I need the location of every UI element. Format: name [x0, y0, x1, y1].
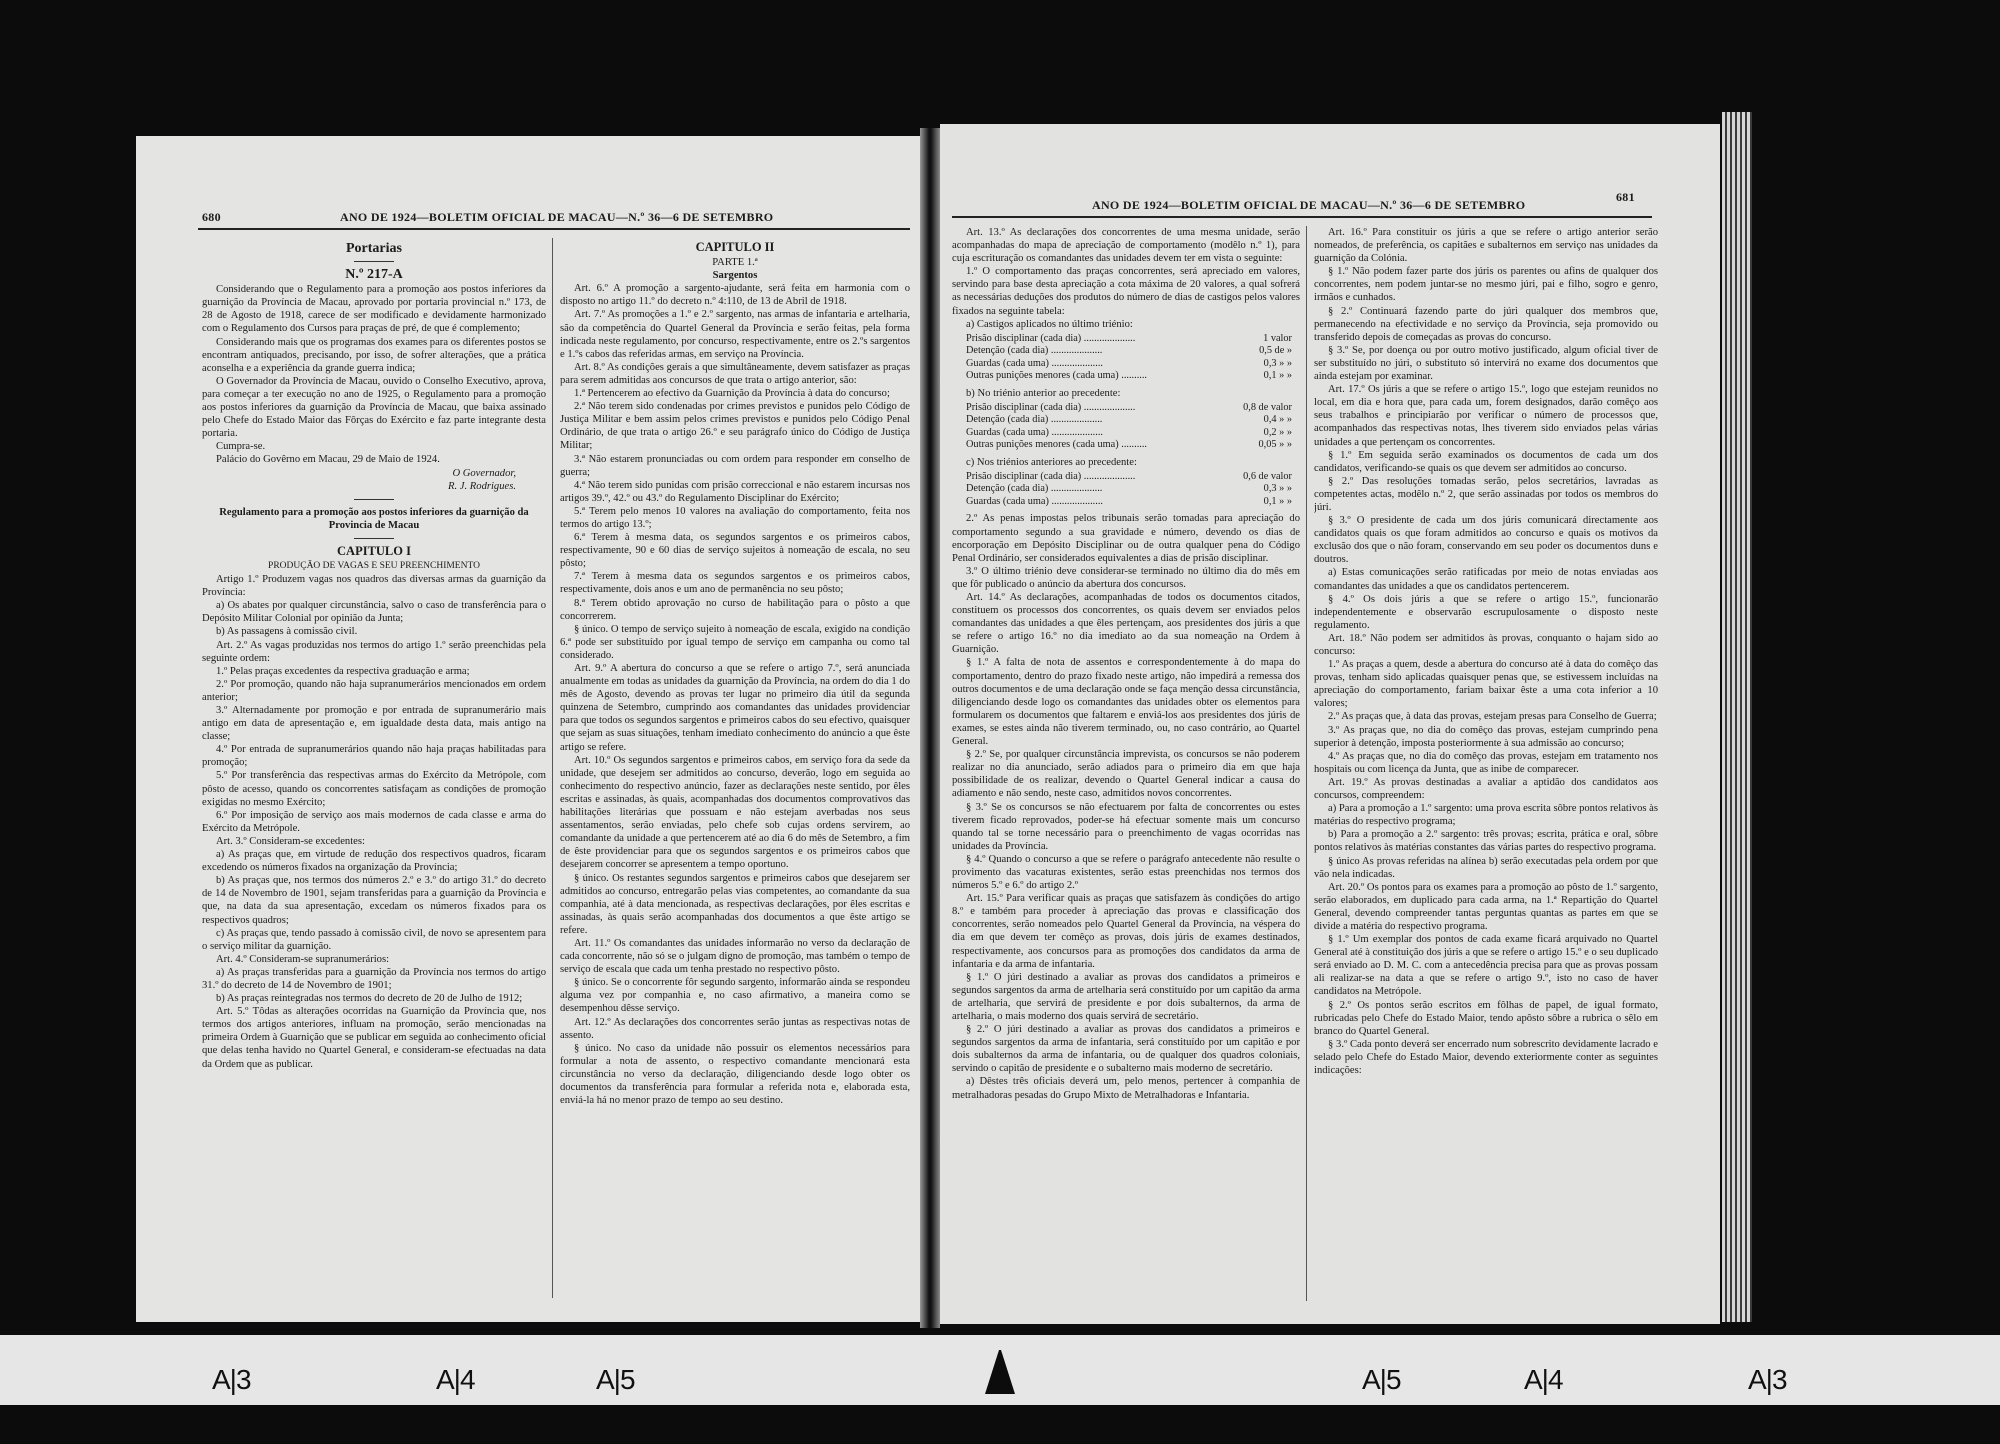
signature-name: R. J. Rodrigues.	[448, 480, 516, 492]
table-label: Detenção (cada dia) ....................	[966, 483, 1103, 495]
paragraph: Art. 7.º As promoções a 1.º e 2.º sargento, nas armas de infantaria e artelharia, são da competência do Quartel General da Província e serão feitas, pela forma indicada neste regulamento, por concurso, respectivamente, entre os 2.ºs sargentos e 1.ºs cabos das referidas armas, em serviço na Província.	[560, 309, 910, 360]
right-page	[940, 124, 1720, 1324]
table-row	[966, 345, 1300, 358]
paragraph: 8.ª Terem obtido aprovação no curso de habilitação para o pôsto a que concorrerem.	[560, 597, 910, 622]
page-edges	[1722, 112, 1752, 1322]
paragraph: 2.º As praças que, à data das provas, estejam presas para Conselho de Guerra;	[1328, 711, 1657, 723]
paragraph: Considerando mais que os programas dos exames para os diferentes postos se encontram antiquados, precisando, por isso, de sofrer alterações, que a prática aconselha e a experiência da grande guerra indica;	[202, 336, 546, 374]
paragraph: 4.ª Não terem sido punidas com prisão correccional e não estarem incursas nos artigos 39.º, 42.º ou 43.º do Regulamento Disciplinar do Exército;	[560, 479, 910, 504]
table-row	[966, 483, 1300, 496]
left-column-1	[202, 238, 546, 1308]
paragraph: § 2.º O júri destinado a avaliar as provas dos candidatos a primeiros e segundos sargentos da arma de infantaria, será constituído por um capitão e por dois subalternos da arma de infantaria, ou de qualquer dos quadros coloniais, servindo o capitão de presidente e o subalterno mais moderno de secretário.	[952, 1024, 1300, 1075]
left-page-number: 680	[202, 210, 221, 224]
table-label: Prisão disciplinar (cada dia) ....................	[966, 470, 1136, 482]
article: b) As passagens à comissão civil.	[216, 626, 358, 638]
table-label: Prisão disciplinar (cada dia) ....................	[966, 332, 1136, 344]
paragraph: a) Para a promoção a 1.º sargento: uma prova escrita sôbre pontos relativos às matérias do respectivo programa;	[1314, 803, 1658, 828]
penalty-table-a	[966, 333, 1300, 383]
article: Art. 5.º Tôdas as alterações ocorridas na Guarnição da Província que, nos termos dos artigos anteriores, influam na promoção, serão mencionadas na primeira Ordem à Guarnição que se publicar em seguida ao conhecimento oficial que delas tenha havido no Quartel General, e consideram-se efectuadas na data da Ordem que as publicar.	[202, 1006, 546, 1070]
paragraph: 1.º As praças a quem, desde a abertura do concurso até à data do comêço das provas, tenham sido aplicadas quaisquer penas que, se estivessem incluídas na apreciação do comportamento, fariam baixar êste a uma cota inferior a 10 valores;	[1314, 659, 1658, 710]
paragraph: 6.ª Terem à mesma data, os segundos sargentos e os primeiros cabos, respectivamente, 90 e 60 dias de serviço sujeitos à nomeação de escala, no seu pôsto;	[560, 532, 910, 570]
table-value: 0,5 de »	[1259, 345, 1292, 357]
paragraph: Art. 13.º As declarações dos concorrentes de uma mesma unidade, serão acompanhadas do mapa de apreciação de comportamento (modêlo n.º 1), para cuja escrituração os comandantes das unidades devem ter em vista o seguinte:	[952, 227, 1300, 265]
paragraph: § 1.º Não podem fazer parte dos júris os parentes ou afins de qualquer dos concorrentes, nem podem juntar-se no mesmo júri, pai e filho, sogro e genro, irmãos e cunhados.	[1314, 266, 1658, 304]
paragraph: 2.ª Não terem sido condenadas por crimes previstos e punidos pelo Código de Justiça Militar e bem assim pelos crimes previstos e punidos pelo Código Penal Ordinário, de que trata o artigo 26.º e seu parágrafo único do Código de Justiça Militar;	[560, 401, 910, 452]
table-row	[966, 333, 1300, 346]
paragraph: O Governador da Província de Macau, ouvido o Conselho Executivo, aprova, para começar a ter execução no ano de 1925, o Regulamento para a promoção aos postos inferiores da guarnição da Província de Macau, que baixa assinado pelo Chefe do Estado Maior das Fôrças do Exército e faz parte integrante desta portaria.	[202, 375, 546, 440]
paragraph: § 3.º O presidente de cada um dos júris comunicará directamente aos candidatos quais os que foram admitidos ao concurso e quais os motivos da exclusão dos que o não foram, conservando em seu poder os documentos duns e doutros.	[1314, 515, 1658, 566]
film-marker: A|3	[212, 1364, 251, 1395]
paragraph: Art. 11.º Os comandantes das unidades informarão no verso da declaração de cada concorrente, não só se o julgam digno de promoção, mas também o tempo de serviço de escala que cada um tenha prestado no respectivo pôsto.	[560, 937, 910, 976]
table-row	[966, 439, 1300, 452]
paragraph: 1.ª Pertencerem ao efectivo da Guarnição da Província à data do concurso;	[574, 388, 890, 400]
paragraph: Art. 15.º Para verificar quais as praças que satisfazem às condições do artigo 8.º e também para proceder à apreciação das provas e classificação dos concorrentes, serão nomeados pelo Quartel General da Província, na véspera do dia em que devem ter comêço as provas, dois júris de exames destinados, respectivamente, aos concursos para as promoções dos candidatos da arma de infantaria e da arma de infantaria.	[952, 893, 1300, 970]
part-subtitle: Sargentos	[712, 270, 758, 282]
article: c) As praças que, tendo passado à comissão civil, de novo se apresentem para o serviço militar da guarnição.	[202, 927, 546, 952]
paragraph: Cumpra-se.	[216, 441, 266, 453]
regulation-title: Regulamento para a promoção aos postos inferiores da guarnição da Provincia de Macau	[219, 506, 529, 531]
table-row	[966, 427, 1300, 440]
article: b) As praças que, nos termos dos números 2.º e 3.º do artigo 31.º do decreto de 14 de Novembro de 1901, sejam transferidas para a guarnição da Província e que, na data da sua apresentação, excedam os números fixados para os respectivos quadros;	[202, 875, 546, 926]
article: 3.º Alternadamente por promoção e por entrada de supranumerário mais antigo em data de apresentação e, em igualdade desta data, mais antigo na classe;	[202, 705, 546, 743]
paragraph: § 1.º Um exemplar dos pontos de cada exame ficará arquivado no Quartel General até à constituição dos júris a que se refere o artigo 15.º e o seu duplicado será enviado ao D. M. C. com a antecedência precisa para que as provas possam ali realizar-se na data a que se refere o artigo 9.º, isto no caso de haver candidatos na Metrópole.	[1314, 934, 1658, 998]
table-value: 0,8 de valor	[1243, 401, 1292, 413]
left-page	[136, 136, 920, 1322]
paragraph: § 2.º Se, por qualquer circunstância imprevista, os concursos se não poderem realizar no dia anunciado, serão adiados para o primeiro dia em que haja possibilidade de os realizar, devendo o Quartel General indicar a causa do adiamento e não sendo, neste caso, admitidos novos concorrentes.	[952, 749, 1300, 800]
paragraph: Art. 6.º A promoção a sargento-ajudante, será feita em harmonia com o disposto no artigo 11.º do decreto n.º 4:110, de 13 de Abril de 1918.	[560, 283, 910, 308]
paragraph: Art. 20.º Os pontos para os exames para a promoção ao pôsto de 1.º sargento, serão elaborados, em duplicado para cada arma, na 1.ª Repartição do Quartel General, devendo compreender tantas perguntas quantas as partes em que se divide a matéria do respectivo programa.	[1314, 881, 1658, 932]
article: a) As praças que, em virtude de redução dos respectivos quadros, ficaram excedendo os números fixados na organização da Província;	[202, 849, 546, 874]
article: a) Os abates por qualquer circunstância, salvo o caso de transferência para o Depósito Militar Colonial por opinião da Junta;	[202, 600, 546, 625]
paragraph: § único. No caso da unidade não possuir os elementos necessários para formular a nota de assento, o respectivo comandante mencionará esta circunstância no verso da declaração, diligenciando desde logo obter os documentos da transferência para formular a referida nota e, elaborada esta, enviá-la há no menor prazo de tempo ao seu destino.	[560, 1042, 910, 1107]
table-value: 0,3 » »	[1263, 357, 1292, 369]
divider	[354, 261, 394, 262]
paragraph: Palácio do Govêrno em Macau, 29 de Maio de 1924.	[216, 454, 440, 466]
penalty-table-c	[966, 471, 1300, 509]
paragraph: Art. 10.º Os segundos sargentos e primeiros cabos, em serviço fora da sede da unidade, que desejem ser admitidos ao concurso, deverão, logo em seguida ao conhecimento do respectivo anúncio, fazer as declarações neste sentido, por êles escritas e assinadas, às quais, acompanhadas dos documentos comprovativos das habilitações literárias que possuam e não estejam averbadas nos seus assentamentos, serão enviadas, pelo chefe sob cujas ordens servirem, ao comandante da unidade a que pertencerem até ao dia 6 do mês de Setembro, a fim de êste providenciar para que os segundos sargentos e os primeiros cabos que desejarem concorrer se apresentem a tempo oportuno.	[560, 754, 910, 871]
left-column-2	[560, 238, 910, 1308]
article: Art. 2.º As vagas produzidas nos termos do artigo 1.º serão preenchidas pela seguinte ordem:	[202, 639, 546, 664]
paragraph: a) Estas comunicações serão ratificadas por meio de notas enviadas aos comandantes das unidades a que os candidatos pertencerem.	[1314, 567, 1658, 592]
table-label: Outras punições menores (cada uma) ..........	[966, 370, 1147, 382]
right-column-2	[1314, 226, 1658, 1306]
table-row	[966, 370, 1300, 383]
penalty-table-b	[966, 402, 1300, 452]
chapter-title: CAPITULO I	[337, 543, 411, 558]
film-marker: A|5	[1362, 1364, 1401, 1395]
left-page-header: ANO DE 1924—BOLETIM OFICIAL DE MACAU—N.º 36—6 DE SETEMBRO	[340, 210, 774, 224]
paragraph: Art. 18.º Não podem ser admitidos às provas, conquanto o hajam sido ao concurso:	[1314, 632, 1658, 657]
paragraph: § 2.º Os pontos serão escritos em fôlhas de papel, de igual formato, rubricadas pelo Chefe do Estado Maior, tendo apôsto sôbre a rubrica o sêlo em branco do Quartel General.	[1314, 999, 1658, 1037]
table-label: Guardas (cada uma) ....................	[966, 495, 1103, 507]
article: 2.º Por promoção, quando não haja supranumerários mencionados em ordem anterior;	[202, 678, 546, 703]
paragraph: 1.º O comportamento das praças concorrentes, será apreciado em valores, servindo para base desta apreciação a cota máxima de 20 valores, a qual sofrerá as necessárias deduções dos produtos do número de dias de castigos pelos valores fixados na seguinte tabela:	[952, 266, 1300, 317]
table-b-title: b) No triénio anterior ao precedente:	[966, 387, 1121, 399]
paragraph: Art. 8.º As condições gerais a que simultâneamente, devem satisfazer as praças para serem admitidas aos concursos de que trata o artigo anterior, são:	[560, 361, 910, 386]
paragraph: § 4.º Quando o concurso a que se refere o parágrafo antecedente não resulte o provimento das vacaturas existentes, serão estas preenchidas nos termos dos números 5.º e 6.º do artigo 2.º	[952, 853, 1300, 892]
book-gutter	[920, 128, 940, 1328]
table-value: 0,2 » »	[1263, 426, 1292, 438]
paragraph: § 4.º Os dois júris a que se refere o artigo 15.º, funcionarão independentemente e observarão escrupulosamente o disposto neste regulamento.	[1314, 593, 1658, 631]
right-page-header: ANO DE 1924—BOLETIM OFICIAL DE MACAU—N.º 36—6 DE SETEMBRO	[1092, 198, 1526, 212]
paragraph: Art. 14.º As declarações, acompanhadas de todos os documentos citados, constituem os processos dos concorrentes, os quais devem ser enviados pelos comandantes das unidades a que êles pertençam, aos presidentes dos júris a que se refere o artigo 16.º no dia imediato ao da sua nomeação na Ordem à Guarnição.	[952, 592, 1300, 656]
article: 5.º Por transferência das respectivas armas do Exército da Metrópole, com pôsto de acesso, quando os concorrentes satisfaçam as condições de promoção exigidas no mesmo Exército;	[202, 770, 546, 808]
paragraph: § 1.º Em seguida serão examinados os documentos de cada um dos candidatos, verificando-se quais os que devem ser admitidos ao concurso.	[1314, 449, 1658, 474]
article: 4.º Por entrada de supranumerários quando não haja praças habilitadas para promoção;	[202, 744, 546, 769]
paragraph: § 1.º A falta de nota de assentos e correspondentemente à do mapa do comportamento, dentro do prazo fixado neste artigo, não impedirá a remessa dos outros documentos e de uma declaração onde se faça menção dessa circunstância, diligenciando desde logo os comandantes das unidades obter os elementos para formularem os documentos que faltarem e enviá-los aos presidentes dos júris de exames, se estes ainda não tiverem terminado, ou, no caso contrário, ao Quartel General.	[952, 657, 1300, 748]
paragraph: b) Para a promoção a 2.º sargento: três provas; escrita, prática e oral, sôbre pontos relativos às matérias constantes das várias partes do respectivo programa.	[1314, 829, 1658, 854]
table-label: Prisão disciplinar (cada dia) ....................	[966, 401, 1136, 413]
table-label: Guardas (cada uma) ....................	[966, 426, 1103, 438]
paragraph: § único. O tempo de serviço sujeito à nomeação de escala, exigido na condição 6.ª pode ser substituído por igual tempo de serviço em campanha ou como tal considerado.	[560, 623, 910, 661]
paragraph: Art. 9.º A abertura do concurso a que se refere o artigo 7.º, será anunciada anualmente em todas as unidades da guarnição da Província, na ordem do dia 1 do mês de Agosto, devendo as provas ter lugar no primeiro dia útil da segunda quinzena de Setembro, cumprindo aos comandantes das unidades providenciar para que todos os segundos sargentos e primeiros cabos do seu efectivo, quaisquer que sejam as suas situações, tenham imediato conhecimento do anúncio a que êste artigo se refere.	[560, 663, 910, 753]
article: Artigo 1.º Produzem vagas nos quadros das diversas armas da guarnição da Província:	[202, 574, 546, 599]
column-divider	[552, 238, 553, 1298]
chapter-title: CAPITULO II	[695, 240, 775, 254]
table-row	[966, 358, 1300, 371]
right-header-rule	[952, 216, 1652, 218]
table-label: Guardas (cada uma) ....................	[966, 357, 1103, 369]
article: a) As praças transferidas para a guarnição da Província nos termos do artigo 31.º do decreto de 14 de Novembro de 1901;	[202, 966, 546, 991]
paragraph: § 1.º O júri destinado a avaliar as provas dos candidatos a primeiros e segundos sargentos da arma de artelharia será constituído por um capitão da arma de artelharia, que servirá de presidente e por dois subalternos, da arma de artelharia, o mais moderno dos quais servirá de secretário.	[952, 971, 1300, 1022]
paragraph: § único As provas referidas na alínea b) serão executadas pela ordem por que vão nela indicadas.	[1314, 855, 1658, 880]
paragraph: § 2.º Das resoluções tomadas serão, pelos secretários, lavradas as competentes actas, modêlo n.º 2, que serão assinadas por todos os membros do júri.	[1314, 475, 1658, 513]
paragraph: § único. Os restantes segundos sargentos e primeiros cabos que desejarem ser admitidos ao concurso, entregarão pelas vias competentes, ao comandante da sua companhia, até à data mencionada, as respectivas declarações, por êles escritas e assinadas, às quais serão acompanhadas dos documentos a que êste artigo se refere.	[560, 872, 910, 936]
article: 1.º Pelas praças excedentes da respectiva graduação e arma;	[216, 665, 470, 677]
film-marker: A|4	[436, 1364, 475, 1395]
signature-title: O Governador,	[452, 467, 516, 479]
article: b) As praças reintegradas nos termos do decreto de 20 de Julho de 1912;	[216, 993, 523, 1005]
right-page-number: 681	[1616, 190, 1635, 204]
part-title: PARTE 1.ª	[712, 257, 758, 269]
paragraph: Art. 17.º Os júris a que se refere o artigo 15.º, logo que estejam reunidos no local, em dia e hora que, para cada um, forem designados, darão comêço aos seus trabalhos e principiarão por verificar o número de processos que, acompanhados das respectivas notas, lhes tiverem sido enviados pelas várias unidades a que pertençam os concorrentes.	[1314, 384, 1658, 448]
table-row	[966, 496, 1300, 509]
paragraph: § 3.º Se os concursos se não efectuarem por falta de concorrentes ou estes tiverem ficado reprovados, poder-se há efectuar somente mais um concurso quando tal se torne necessário para o preenchimento de vagas ocorridas nas unidades da Província.	[952, 801, 1300, 852]
paragraph: Considerando que o Regulamento para a promoção aos postos inferiores da guarnição da Província de Macau, aprovado por portaria provincial n.º 173, de 28 de Agosto de 1918, carece de ser modificado e devidamente harmonizado com o Regulamento dos Cursos para praças de pré, de que é complemento;	[202, 284, 546, 335]
paragraph: a) Dêstes três oficiais deverá um, pelo menos, pertencer à companhia de metralhadoras pesadas do Grupo Mixto de Metralhadoras e Infantaria.	[952, 1076, 1300, 1101]
column-divider	[1306, 226, 1307, 1301]
table-value: 0,3 » »	[1263, 483, 1292, 495]
paragraph: § 3.º Se, por doença ou por outro motivo justificado, algum oficial tiver de ser substituído no júri, o substituto só intervirá no exame dos documentos que ainda estejam por examinar.	[1314, 344, 1658, 383]
table-row	[966, 402, 1300, 415]
film-marker: A|3	[1748, 1364, 1787, 1395]
table-value: 0,1 » »	[1263, 495, 1292, 507]
table-value: 0,1 » »	[1263, 370, 1292, 382]
paragraph: § 2.º Continuará fazendo parte do júri qualquer dos membros que, permanecendo na efectividade e no serviço da Província, seja promovido ou transferido depois de começadas as provas do concurso.	[1314, 305, 1658, 343]
film-marker: A|5	[596, 1364, 635, 1395]
film-marker: A|4	[1524, 1364, 1563, 1395]
paragraph: 3.º As praças que, no dia do comêço das provas, estejam cumprindo pena superior à detenção, imposta posteriormente à sua admissão ao concurso;	[1314, 724, 1658, 749]
paragraph: 7.ª Terem à mesma data os segundos sargentos e os primeiros cabos, respectivamente, dois anos e um ano de permanência no seu pôsto;	[560, 571, 910, 596]
paragraph: Art. 12.º As declarações dos concorrentes serão juntas as respectivas notas de assento.	[560, 1016, 910, 1041]
paragraph: 3.º O último triénio deve considerar-se terminado no último dia do mês em que fôr publicado o anúncio da abertura dos concursos.	[952, 565, 1300, 590]
table-c-title: c) Nos triénios anteriores ao precedente:	[966, 456, 1137, 468]
table-value: 0,05 » »	[1258, 439, 1292, 451]
table-row	[966, 414, 1300, 427]
paragraph: 4.º As praças que, no dia do comêço das provas, estejam em tratamento nos hospitais ou com licença da Junta, que as inibe de comparecer.	[1314, 750, 1658, 775]
left-header-rule	[198, 228, 910, 230]
paragraph: § 3.º Cada ponto deverá ser encerrado num sobrescrito devidamente lacrado e selado pelo Chefe do Estado Maior, devendo exteriormente conter as seguintes indicações:	[1314, 1038, 1658, 1076]
paragraph: § único. Se o concorrente fôr segundo sargento, informarão ainda se respondeu alguma vez por companhia e, no caso afirmativo, a maneira como se desempenhou dêsse serviço.	[560, 977, 910, 1015]
table-value: 0,6 de valor	[1243, 470, 1292, 482]
paragraph: Art. 19.º As provas destinadas a avaliar a aptidão dos candidatos aos concursos, compreendem:	[1314, 776, 1658, 802]
article: 6.º Por imposição de serviço aos mais modernos de cada classe e arma do Exército da Metrópole.	[202, 809, 546, 834]
paragraph: 2.º As penas impostas pelos tribunais serão tomadas para apreciação do comportamento segundo a sua gravidade e número, devendo os dias de encorporação em Depósito Disciplinar ou de outra qualquer pena do Código Penal Ordinário, ser considerados equivalentes a dias de prisão disciplinar.	[952, 513, 1300, 564]
paragraph: 3.ª Não estarem pronunciadas ou com ordem para responder em conselho de guerra;	[560, 453, 910, 478]
divider	[354, 499, 394, 500]
table-value: 1 valor	[1263, 332, 1292, 344]
table-label: Detenção (cada dia) ....................	[966, 414, 1103, 426]
paragraph: Art. 16.º Para constituir os júris a que se refere o artigo anterior serão nomeados, de preferência, os capitães e subalternos em serviço nas unidades da guarnição da Colónia.	[1314, 227, 1658, 265]
paragraph: 5.ª Terem pelo menos 10 valores na avaliação do comportamento, feita nos termos do artigo 13.º;	[560, 505, 910, 530]
divider	[354, 538, 394, 539]
table-row	[966, 471, 1300, 484]
article: Art. 3.º Consideram-se excedentes:	[216, 835, 365, 847]
right-column-1	[952, 226, 1300, 1306]
article: Art. 4.º Consideram-se supranumerários:	[216, 953, 390, 965]
portaria-number: N.º 217-A	[345, 267, 403, 283]
table-label: Detenção (cada dia) ....................	[966, 345, 1103, 357]
section-title: Portarias	[346, 241, 402, 256]
table-label: Outras punições menores (cada uma) ..........	[966, 439, 1147, 451]
table-value: 0,4 » »	[1263, 414, 1292, 426]
chapter-subtitle: PRODUÇÃO DE VAGAS E SEU PREENCHIMENTO	[268, 560, 480, 571]
table-a-title: a) Castigos aplicados no último triénio:	[966, 318, 1133, 330]
